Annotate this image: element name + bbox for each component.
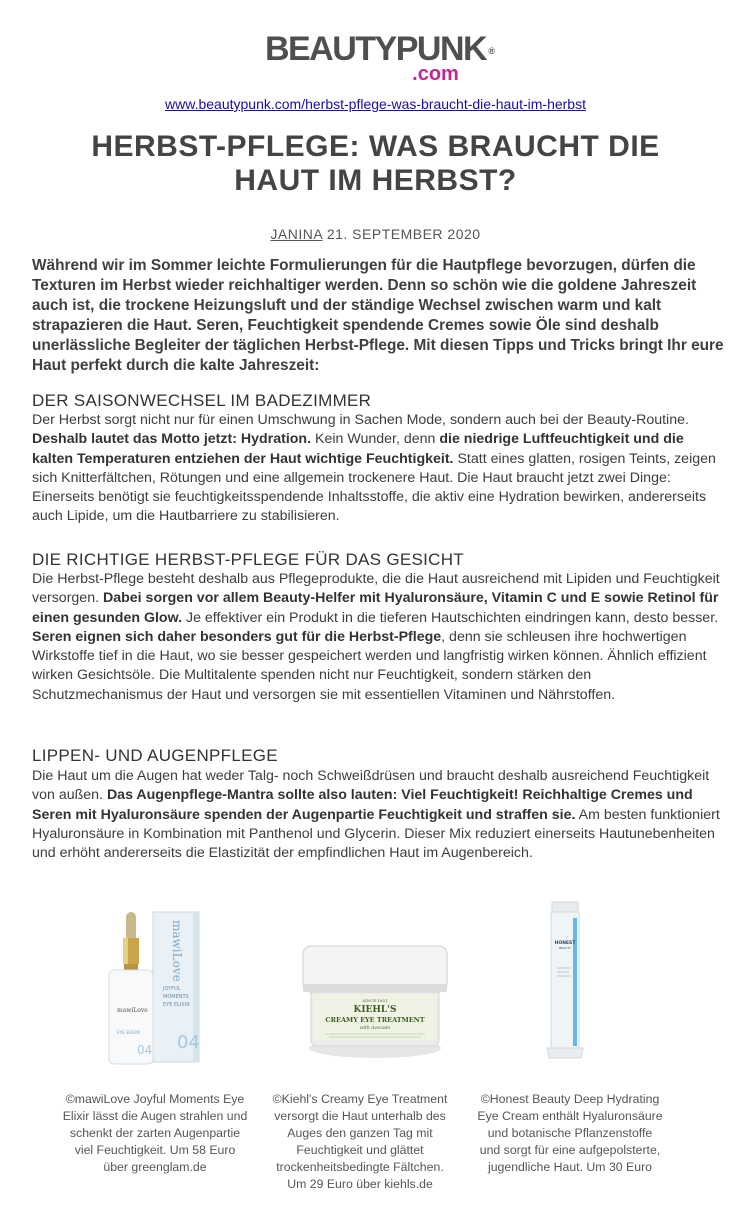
bold-text-run: Das Augenpflege-Mantra sollte also lauten: Viel Feuchtigkeit! Reichhaltige Cremes und Seren mit Hyaluronsäure spenden der Augenpartie Feuchtigkeit und straffen sie.: [32, 787, 693, 823]
article-intro: Während wir im Sommer leichte Formulierungen für die Hautpflege bevorzugen, dürfen die Texturen im Herbst wieder reichhaltiger werden. Denn so schön wie die goldene Jahreszeit auch ist, die trockene Heizungsluft und der ständige Wechsel zwischen warm und kalt strapazieren die Haut. Seren, Feuchtigkeit spendende Cremes sowie Öle sind deshalb unerlässliche Begleiter der täglichen Herbst-Pflege. Mit diesen Tipps und Tricks bringt Ihr eure Haut perfekt durch die kalte Jahreszeit:: [32, 257, 724, 374]
bold-text-run: Deshalb lautet das Motto jetzt: Hydration.: [32, 431, 312, 448]
box-line-1: JOYFUL: [163, 986, 181, 992]
article-title: [40, 130, 711, 198]
logo-wordmark: BEAUTYPUNK ®: [264, 30, 496, 68]
caption-line: und botanische Pflanzenstoffe: [487, 1126, 653, 1140]
section-heading-augenpflege: LIPPEN- UND AUGENPFLEGE: [32, 746, 278, 765]
caption-kiehls: [265, 1091, 455, 1193]
section-heading-saisonwechsel: DER SAISONWECHSEL IM BADEZIMMER: [32, 391, 372, 410]
article-title-line-2: HAUT IM HERBST?: [234, 164, 517, 197]
bold-text-run: die niedrige Luftfeuchtigkeit und die kalten Temperaturen entziehen der Haut wichtige Feuchtigkeit.: [32, 431, 684, 467]
jar-brand-text: KIEHL'S: [353, 1005, 397, 1015]
jar-product-sub: with Avocado: [359, 1026, 391, 1031]
caption-line: ©mawiLove Joyful Moments Eye: [65, 1092, 245, 1106]
bold-text-run: Dabei sorgen vor allem Beauty-Helfer mit Hyaluronsäure, Vitamin C und E sowie Retinol für einen gesunden Glow.: [32, 590, 719, 626]
box-number: 04: [177, 1032, 200, 1053]
logo-registered-mark: ®: [488, 46, 496, 56]
text-run: , denn sie schleusen ihre hochwertigen Wirkstoffe tief in die Haut, wo sie besser gespeichert werden und langfristig wirken können. Ähnlich effizient wirken Gesichtsöle. Die Multitalente spenden nicht nur Feuchtigkeit, sondern stärken den Schutzmechanismus der Haut und versorgen sie mit essentiellen Vitaminen und Nährstoffen.: [32, 628, 707, 703]
text-run: Je effektiver ein Produkt in die tieferen Hautschichten eindringen kann, desto besser.: [182, 609, 719, 626]
tube-brand-sub: BEAUTY: [559, 946, 571, 950]
caption-line: Eye Cream enthält Hyaluronsäure: [477, 1109, 663, 1123]
product-image-mawilove: [65, 898, 245, 1078]
article-title-line-1: HERBST-PFLEGE: WAS BRAUCHT DIE: [91, 130, 660, 163]
jar-since-text: SINCE 1851: [362, 998, 388, 1003]
box-brand-text: mawiLove: [170, 920, 184, 982]
jar-product-name: CREAMY EYE TREATMENT: [325, 1016, 425, 1024]
caption-line: ©Honest Beauty Deep Hydrating: [480, 1092, 660, 1106]
article-url-container: [0, 96, 751, 112]
byline: [0, 226, 751, 242]
caption-line: Um 29 Euro über kiehls.de: [287, 1177, 433, 1191]
publish-date: 21. SEPTEMBER 2020: [326, 226, 481, 242]
caption-line: trockenheitsbedingte Fältchen.: [276, 1160, 444, 1174]
bottle-serum-label: EYE SERUM: [117, 1030, 140, 1035]
text-run: Statt eines glatten, rosigen Teints, zeigen sich Knitterfältchen, Rötungen und eine allgemein trockenere Haut. Die Haut braucht jetzt zwei Dinge: Einerseits benötigt sie feuchtigkeitsspendende Inhaltsstoffe, die aktiv eine Hydration bewirken, andererseits auch Lipide, um die Hautbarriere zu stabilisieren.: [32, 450, 716, 525]
text-run: Kein Wunder, denn: [311, 431, 440, 448]
text-run: Am besten funktioniert Hyaluronsäure in Kombination mit Panthenol und Glycerin. Dieser Mix reduziert einerseits Hautunebenheiten und erhöht andererseits die Elastizität der empfindlichen Haut im Augenbereich.: [32, 806, 720, 862]
box-line-2: MOMENTS: [163, 994, 189, 1000]
caption-line: und sorgt für eine aufgepolsterte,: [479, 1143, 661, 1157]
text-run: Die Haut um die Augen hat weder Talg- noch Schweißdrüsen und braucht deshalb ausreichend Feuchtigkeit von außen.: [32, 768, 710, 804]
author-link[interactable]: JANINA: [270, 226, 323, 242]
caption-line: Elixir lässt die Augen strahlen und: [62, 1109, 248, 1123]
text-run: Der Herbst sorgt nicht nur für einen Umschwung in Sachen Mode, sondern auch bei der Beauty-Routine.: [32, 412, 689, 428]
caption-line: viel Feuchtigkeit. Um 58 Euro: [74, 1143, 236, 1157]
product-image-kiehls: [285, 898, 465, 1078]
tube-brand-text: HONEST: [554, 941, 576, 946]
caption-line: Feuchtigkeit und glättet: [296, 1143, 424, 1157]
bottle-brand-text: mawiLove: [117, 1007, 148, 1014]
product-image-honest: [505, 898, 685, 1078]
caption-mawilove: [60, 1091, 250, 1176]
section-text-gesicht: [32, 570, 722, 705]
site-logo[interactable]: [0, 32, 751, 84]
box-line-3: EYE ELIXIR: [163, 1002, 190, 1008]
text-run: Die Herbst-Pflege besteht deshalb aus Pflegeprodukte, die die Haut ausreichend mit Lipiden und Feuchtigkeit versorgen.: [32, 571, 720, 607]
caption-line: jugendliche Haut. Um 30 Euro: [487, 1160, 653, 1174]
section-text-augenpflege: [32, 767, 722, 863]
section-heading-gesicht: DIE RICHTIGE HERBST-PFLEGE FÜR DAS GESICHT: [32, 550, 464, 569]
bottle-number: 04: [137, 1043, 153, 1057]
caption-line: schenkt der zarten Augenpartie: [69, 1126, 241, 1140]
caption-honest: [475, 1091, 665, 1176]
section-text-saisonwechsel: [32, 411, 722, 527]
article-url-link[interactable]: www.beautypunk.com/herbst-pflege-was-braucht-die-haut-im-herbst: [165, 96, 586, 112]
caption-line: versorgt die Haut unterhalb des: [274, 1109, 446, 1123]
bold-text-run: Seren eignen sich daher besonders gut für die Herbst-Pflege: [32, 628, 442, 645]
caption-line: ©Kiehl's Creamy Eye Treatment: [272, 1092, 448, 1106]
caption-line: über greenglam.de: [103, 1160, 207, 1174]
caption-line: Auges den ganzen Tag mit: [287, 1126, 433, 1140]
logo-domain-suffix: .com: [412, 63, 459, 85]
